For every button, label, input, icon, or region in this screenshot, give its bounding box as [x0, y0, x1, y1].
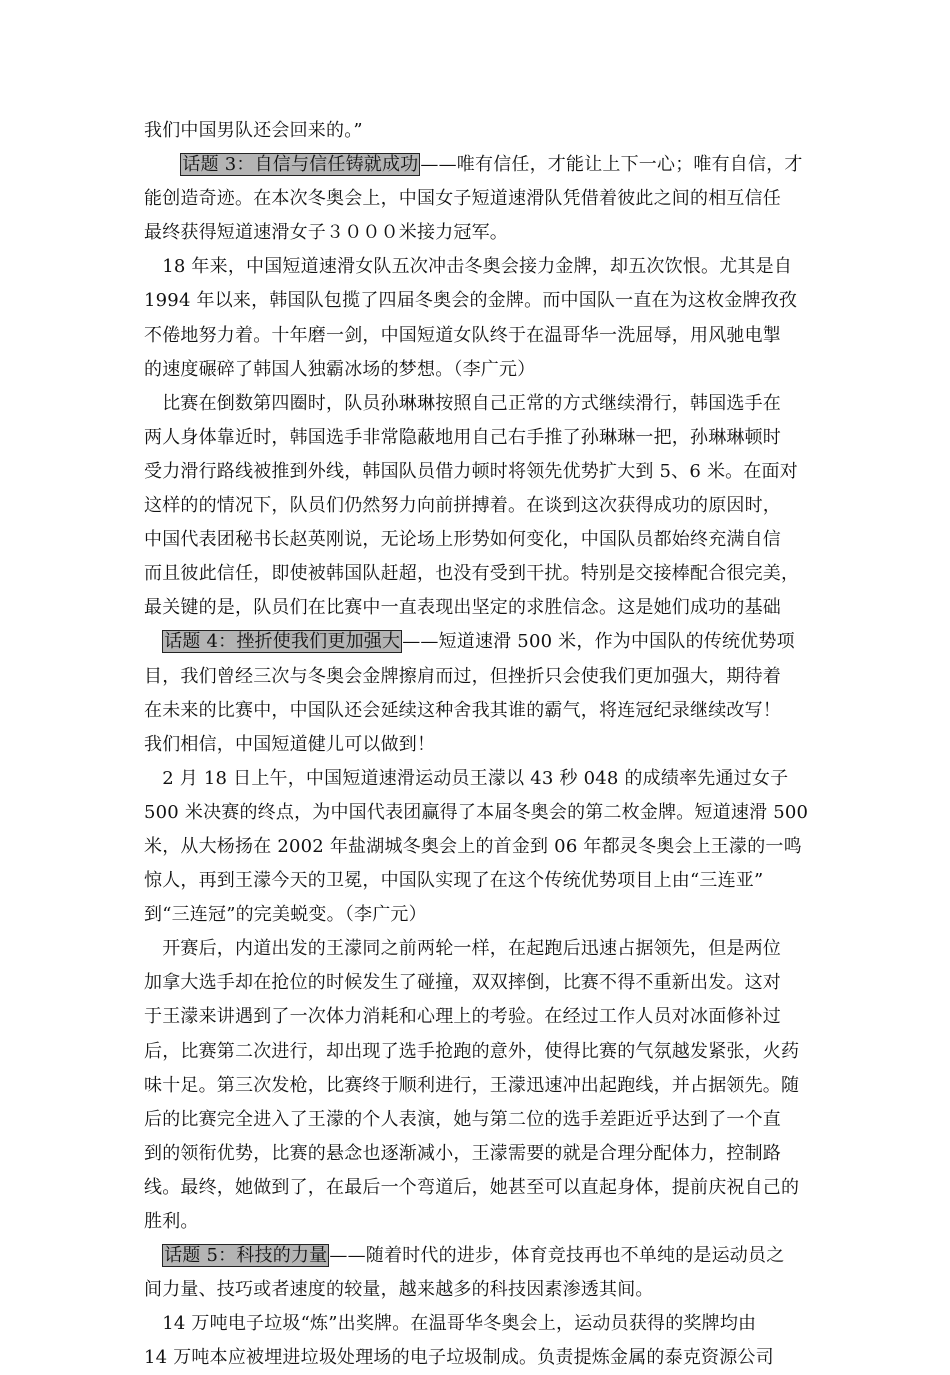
- topic-3-line: [144, 148, 808, 182]
- text-line: 在未来的比赛中，中国队还会延续这种舍我其谁的霸气，将连冠纪录继续改写！: [144, 699, 781, 721]
- text-line: 于王濛来讲遇到了一次体力消耗和心理上的考验。在经过工作人员对冰面修补过: [144, 1006, 781, 1028]
- text-line: 不倦地努力着。十年磨一剑，中国短道女队终于在温哥华一洗屈辱，用风驰电掣: [144, 324, 781, 346]
- text-line: 间力量、技巧或者速度的较量，越来越多的科技因素渗透其间。: [144, 1279, 654, 1301]
- text-line: 中国代表团秘书长赵英刚说，无论场上形势如何变化，中国队员都始终充满自信: [144, 529, 781, 551]
- text-line: 2 月 18 日上午，中国短道速滑运动员王濛以 43 秒 048 的成绩率先通过女子: [144, 767, 789, 789]
- text-line: 目，我们曾经三次与冬奥会金牌擦肩而过，但挫折只会使我们更加强大，期待着: [144, 665, 781, 687]
- text-line: 14 万吨本应被埋进垃圾处理场的电子垃圾制成。负责提炼金属的泰克资源公司: [144, 1347, 774, 1369]
- text-line: 比赛在倒数第四圈时，队员孙琳琳按照自己正常的方式继续滑行，韩国选手在: [144, 392, 781, 414]
- text-line: 最关键的是，队员们在比赛中一直表现出坚定的求胜信念。这是她们成功的基础: [144, 597, 781, 619]
- text-line: 受力滑行路线被推到外线，韩国队员借力顿时将领先优势扩大到 5、6 米。在面对: [144, 460, 798, 482]
- text-line: 我们中国男队还会回来的。”: [144, 120, 363, 141]
- topic-4-line: [144, 625, 808, 659]
- text-line: 惊人，再到王濛今天的卫冕，中国队实现了在这个传统优势项目上由“三连亚”: [144, 870, 764, 892]
- topic-4-intro: ——短道速滑 500 米，作为中国队的传统优势项: [402, 631, 795, 653]
- text-line: 这样的的情况下，队员们仍然努力向前拼搏着。在谈到这次获得成功的原因时，: [144, 495, 781, 517]
- text-line: 后，比赛第二次进行，却出现了选手抢跑的意外，使得比赛的气氛越发紧张，火药: [144, 1040, 800, 1062]
- topic-3-intro: ——唯有信任，才能让上下一心；唯有自信，才: [420, 154, 803, 176]
- topic-3-heading: 话题 3：自信与信任铸就成功: [182, 154, 419, 176]
- topic-5-heading: 话题 5：科技的力量: [164, 1245, 328, 1267]
- text-line: 18 年来，中国短道速滑女队五次冲击冬奥会接力金牌，却五次饮恨。尤其是自: [144, 256, 793, 278]
- topic-4-heading: 话题 4：挫折使我们更加强大: [164, 631, 401, 653]
- text-line: 两人身体靠近时，韩国选手非常隐蔽地用自己右手推了孙琳琳一把，孙琳琳顿时: [144, 426, 781, 448]
- document-page: [144, 114, 808, 1375]
- topic-5-line: [144, 1239, 808, 1273]
- text-line: 胜利。: [144, 1211, 199, 1232]
- text-line: 的速度碾碎了韩国人独霸冰场的梦想。（李广元）: [144, 358, 536, 380]
- text-line: 14 万吨电子垃圾“炼”出奖牌。在温哥华冬奥会上，运动员获得的奖牌均由: [144, 1313, 757, 1335]
- text-line: 最终获得短道速滑女子３０００米接力冠军。: [144, 222, 508, 244]
- text-line: 后的比赛完全进入了王濛的个人表演，她与第二位的选手差距近乎达到了一个直: [144, 1108, 781, 1130]
- text-line: 开赛后，内道出发的王濛同之前两轮一样，在起跑后迅速占据领先，但是两位: [144, 938, 781, 960]
- text-line: 线。最终，她做到了，在最后一个弯道后，她甚至可以直起身体，提前庆祝自己的: [144, 1176, 800, 1198]
- text-line: 1994 年以来，韩国队包揽了四届冬奥会的金牌。而中国队一直在为这枚金牌孜孜: [144, 290, 798, 312]
- text-line: 味十足。第三次发枪，比赛终于顺利进行，王濛迅速冲出起跑线，并占据领先。随: [144, 1074, 800, 1096]
- text-line: 加拿大选手却在抢位的时候发生了碰撞，双双摔倒，比赛不得不重新出发。这对: [144, 972, 781, 994]
- text-line: 500 米决赛的终点，为中国代表团赢得了本届冬奥会的第二枚金牌。短道速滑 500: [144, 801, 809, 823]
- text-line: 而且彼此信任，即使被韩国队赶超，也没有受到干扰。特别是交接棒配合很完美，: [144, 563, 800, 585]
- text-line: 我们相信，中国短道健儿可以做到！: [144, 733, 436, 755]
- text-line: 到的领衔优势，比赛的悬念也逐渐减小，王濛需要的就是合理分配体力，控制路: [144, 1142, 781, 1164]
- topic-5-intro: ——随着时代的进步，体育竞技再也不单纯的是运动员之: [329, 1245, 785, 1267]
- text-line: 到“三连冠”的完美蜕变。（李广元）: [144, 904, 427, 926]
- text-line: 能创造奇迹。在本次冬奥会上，中国女子短道速滑队凭借着彼此之间的相互信任: [144, 188, 781, 210]
- text-line: 米，从大杨扬在 2002 年盐湖城冬奥会上的首金到 06 年都灵冬奥会上王濛的一鸣: [144, 835, 802, 857]
